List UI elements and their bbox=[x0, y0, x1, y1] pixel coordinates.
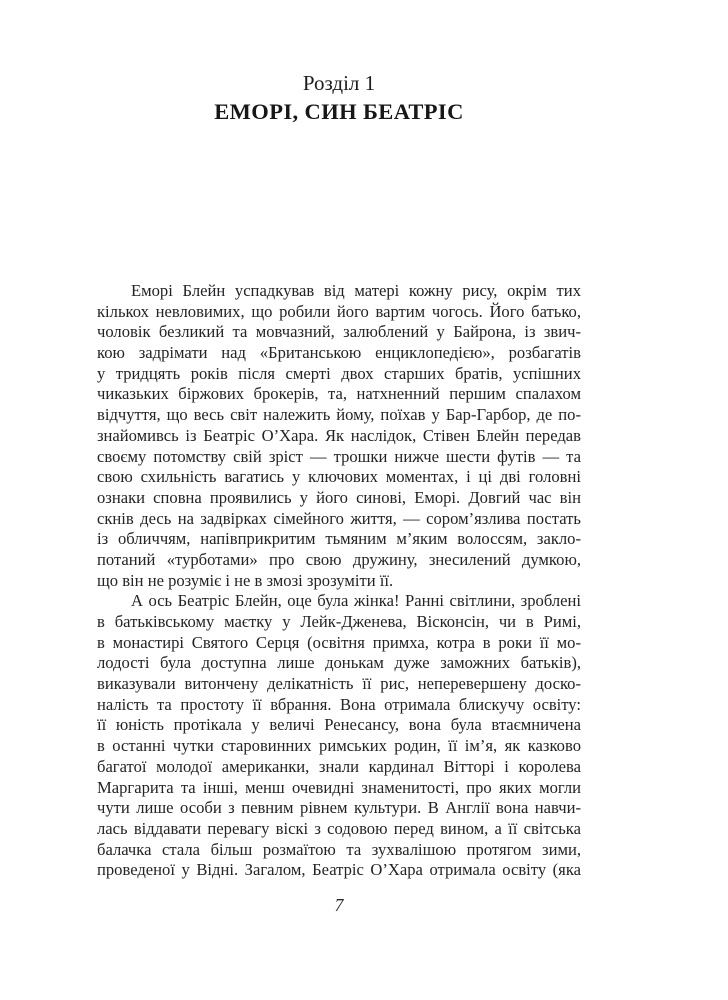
text-line: її юність протікала у величі Ренесансу, вона була втаємничена bbox=[97, 715, 581, 735]
text-line: в останні чутки старовинних римських родин, її ім’я, як казково bbox=[97, 736, 581, 756]
text-line: що він не розуміє і не в змозі зрозуміти її. bbox=[97, 570, 394, 590]
text-line: свою схильність вагатись у ключових моментах, і ці дві головні bbox=[97, 467, 581, 487]
text-line: своєму потомству свій зріст — трошки нижче шести футів — та bbox=[97, 446, 581, 466]
chapter-title: ЕМОРІ, СИН БЕАТРІС bbox=[214, 99, 464, 124]
paragraph bbox=[97, 591, 581, 881]
text-line: в монастирі Святого Серця (освітня примха, котра в роки її мо- bbox=[97, 632, 581, 652]
text-line: ознаки сповна проявились у його синові, Еморі. Довгий час він bbox=[97, 487, 581, 507]
text-line: чоловік безликий та мовчазний, залюблений у Байрона, із звич- bbox=[97, 322, 581, 342]
text-line: потаний «турботами» про свою дружину, знесилений думкою, bbox=[97, 549, 581, 569]
page-number: 7 bbox=[334, 895, 344, 915]
text-line: кількох невловимих, що робили його вартим чогось. Його батько, bbox=[97, 301, 581, 321]
text-line: кою задрімати над «Британською енциклопедією», розбагатів bbox=[97, 343, 581, 363]
text-line: багатої молодої американки, знали кардинал Вітторі і королева bbox=[97, 756, 581, 776]
text-line: чути лише особи з певним рівнем культури. В Англії вона навчи- bbox=[97, 798, 581, 818]
paragraph bbox=[97, 281, 581, 591]
text-line: лодості була доступна лише донькам дуже заможних батьків), bbox=[97, 653, 581, 673]
chapter-label: Розділ 1 bbox=[302, 71, 376, 95]
text-line: Маргарита та інші, менш очевидні знаменитості, про яких могли bbox=[97, 777, 581, 797]
text-line: із обличчям, напівприкритим тьмяним м’яким волоссям, закло- bbox=[97, 529, 581, 549]
text-block bbox=[97, 281, 581, 881]
text-line: А ось Беатріс Блейн, оце була жінка! Ранні світлини, зроблені bbox=[131, 591, 581, 611]
text-line: лась віддавати перевагу віскі з содовою перед вином, а її світська bbox=[97, 818, 581, 838]
text-line: в батьківському маєтку у Лейк-Дженева, Вісконсін, чи в Римі, bbox=[97, 612, 581, 631]
text-line: скнів десь на задвірках сімейного життя, — сором’язлива постать bbox=[97, 508, 581, 528]
text-line: налість та простоту її вбрання. Вона отримала блискучу освіту: bbox=[97, 694, 581, 714]
text-line: у тридцять років після смерті двох старших братів, успішних bbox=[97, 363, 581, 383]
text-line: виказували витончену делікатність її рис, неперевершену доско- bbox=[97, 674, 581, 694]
text-line: проведеної у Відні. Загалом, Беатріс О’Хара отримала освіту (яка bbox=[97, 860, 581, 880]
text-line: чиказьких біржових брокерів, та, натхненний першим спалахом bbox=[97, 384, 581, 404]
text-line: балачка стала більш розмаїтою та зухвалішою протягом зими, bbox=[97, 839, 581, 859]
text-line: Еморі Блейн успадкував від матері кожну рису, окрім тих bbox=[131, 281, 581, 300]
text-line: знайомивсь із Беатріс О’Хара. Як наслідок, Стівен Блейн передав bbox=[97, 425, 581, 445]
text-line: відчуття, що весь світ належить йому, поїхав у Бар-Гарбор, де по- bbox=[97, 405, 581, 425]
